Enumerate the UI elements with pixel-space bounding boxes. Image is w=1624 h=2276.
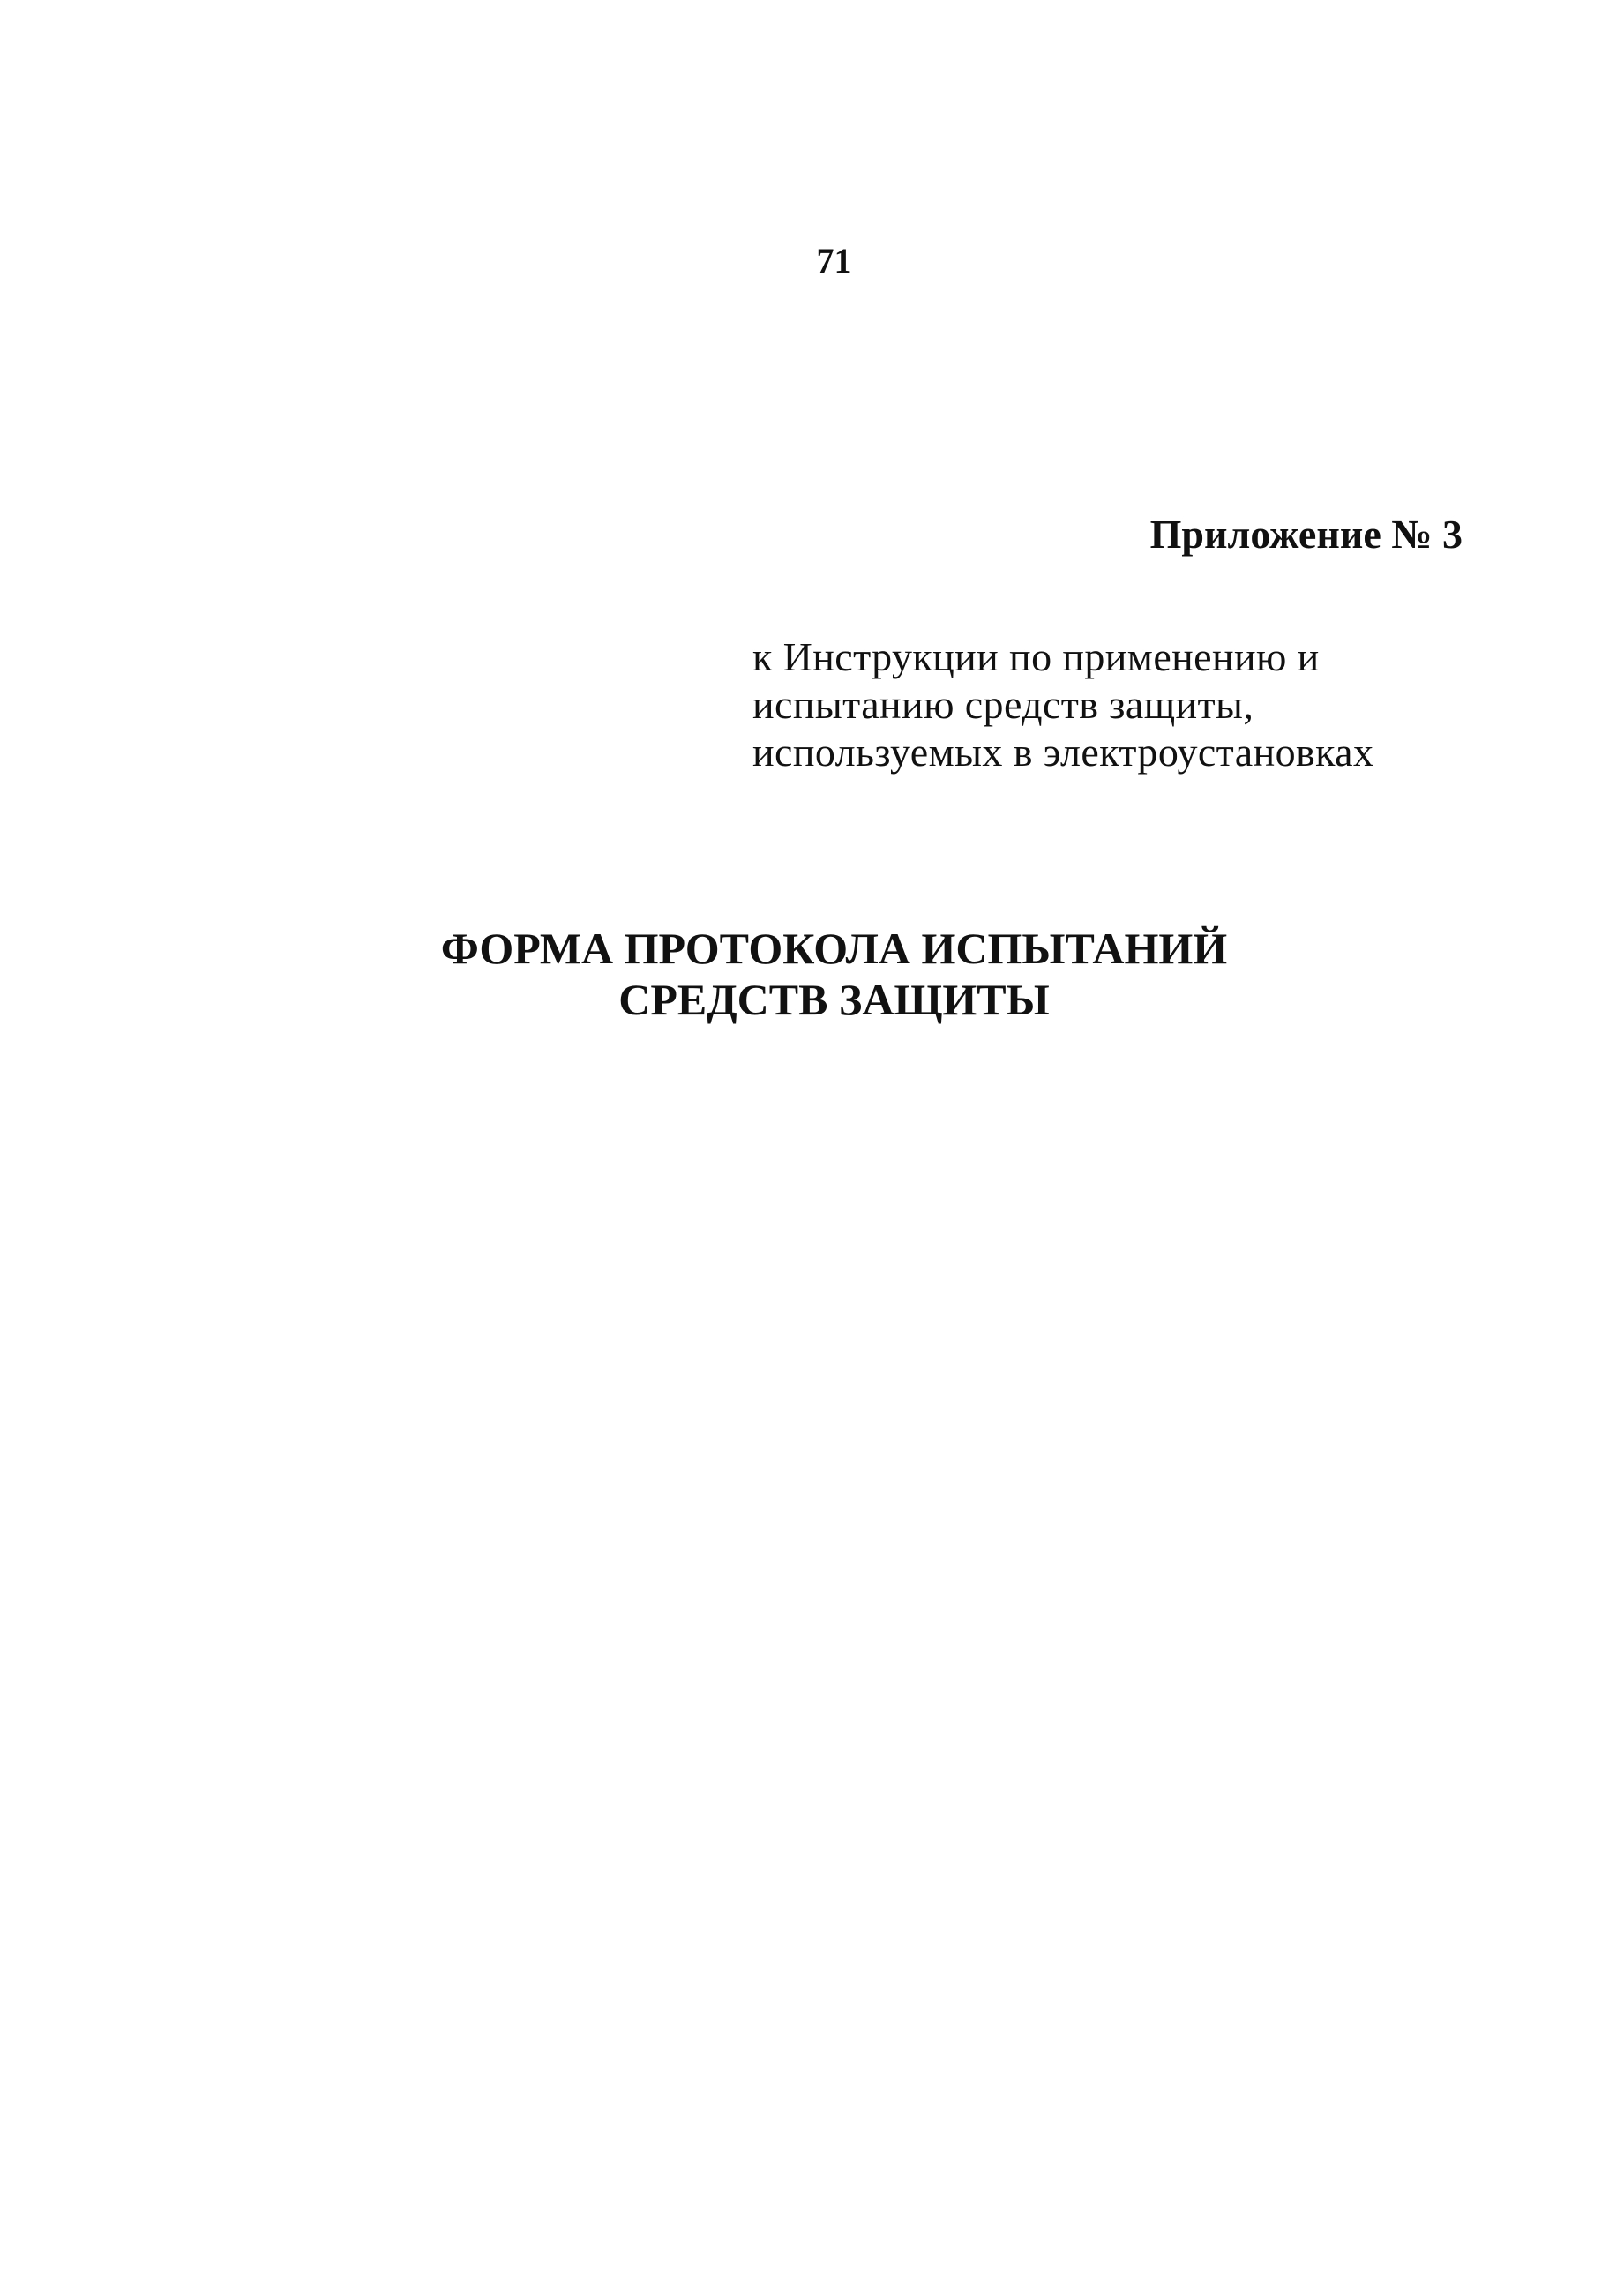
appendix-title: Приложение № 3 xyxy=(1149,512,1463,557)
form-title xyxy=(0,923,1624,1025)
appendix-reference-line: используемых в электроустановках xyxy=(752,730,1374,775)
appendix-reference xyxy=(752,633,1373,776)
form-title-line: ФОРМА ПРОТОКОЛА ИСПЫТАНИЙ xyxy=(440,924,1228,973)
page-number: 71 xyxy=(816,241,852,281)
appendix-reference-line: к Инструкции по применению и xyxy=(752,634,1320,679)
form-title-line: СРЕДСТВ ЗАЩИТЫ xyxy=(618,975,1050,1024)
appendix-reference-line: испытанию средств защиты, xyxy=(752,682,1254,727)
